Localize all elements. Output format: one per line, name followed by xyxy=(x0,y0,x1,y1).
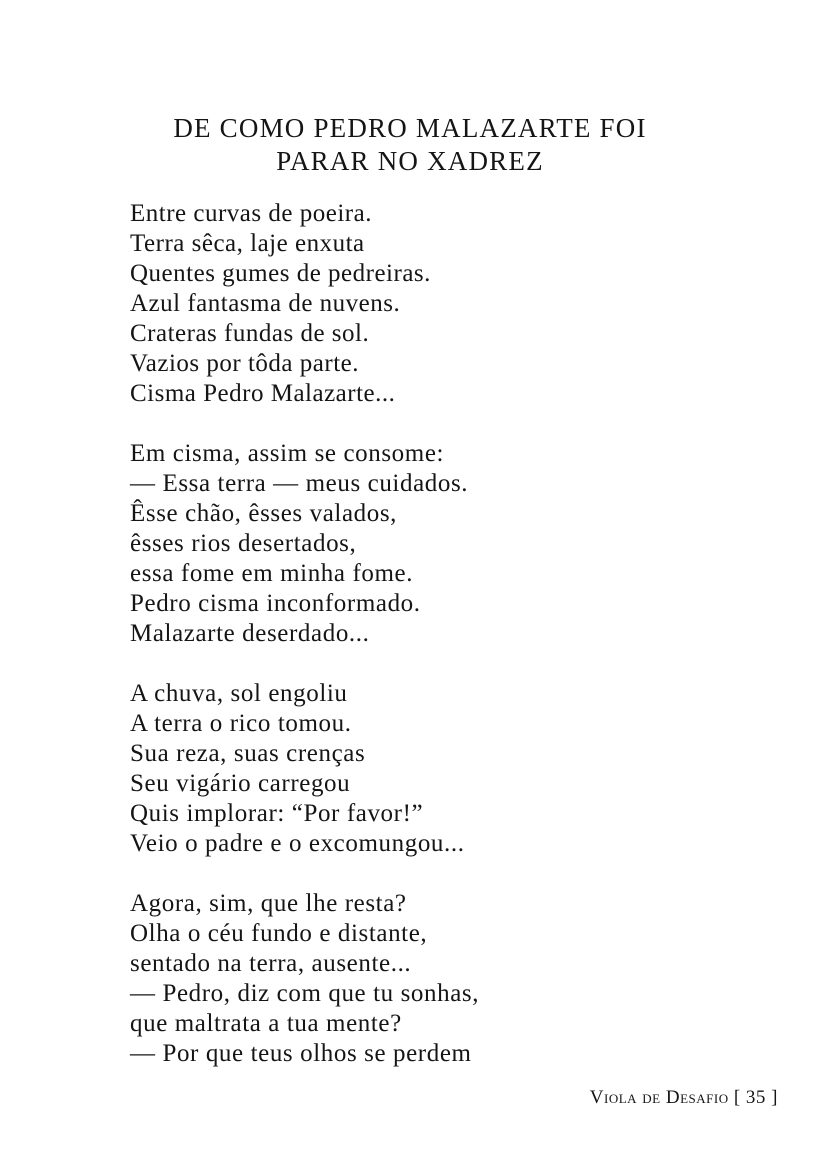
poem-title-line-2: PARAR NO XADREZ xyxy=(276,146,544,176)
verse-line: Malazarte deserdado... xyxy=(130,620,370,647)
poem-title-line-1: DE COMO PEDRO MALAZARTE FOI xyxy=(173,113,647,143)
stanza-3 xyxy=(130,679,750,859)
page-footer xyxy=(590,1086,778,1110)
verse-line: Azul fantasma de nuvens. xyxy=(130,290,401,317)
running-book-title: Viola de Desafio xyxy=(589,1087,729,1108)
stanza-1 xyxy=(130,199,750,409)
verse-line: Olha o céu fundo e distante, xyxy=(130,920,428,947)
verse-line: Seu vigário carregou xyxy=(130,770,351,797)
verse-line: A chuva, sol engoliu xyxy=(130,680,348,707)
poem-body xyxy=(130,199,750,1099)
verse-line: que maltrata a tua mente? xyxy=(130,1010,402,1037)
verse-line: Pedro cisma inconformado. xyxy=(130,590,421,617)
verse-line: Êsse chão, êsses valados, xyxy=(130,500,398,527)
verse-line: Crateras fundas de sol. xyxy=(130,320,370,347)
verse-line: Entre curvas de poeira. xyxy=(130,200,372,227)
verse-line: Terra sêca, laje enxuta xyxy=(130,230,365,257)
poem-title xyxy=(100,112,720,178)
verse-line: Veio o padre e o excomungou... xyxy=(130,830,465,857)
stanza-4 xyxy=(130,889,750,1069)
verse-line: A terra o rico tomou. xyxy=(130,710,352,737)
verse-line: Em cisma, assim se consome: xyxy=(130,440,445,467)
verse-line: essa fome em minha fome. xyxy=(130,560,414,587)
verse-line: — Essa terra — meus cuidados. xyxy=(130,470,469,497)
verse-line: Quis implorar: “Por favor!” xyxy=(130,800,424,827)
verse-line: sentado na terra, ausente... xyxy=(130,950,412,977)
verse-line: — Pedro, diz com que tu sonhas, xyxy=(130,980,480,1007)
verse-line: Cisma Pedro Malazarte... xyxy=(130,380,396,407)
stanza-2 xyxy=(130,439,750,649)
page-number: [ 35 ] xyxy=(733,1087,778,1108)
verse-line: — Por que teus olhos se perdem xyxy=(130,1040,472,1067)
verse-line: Agora, sim, que lhe resta? xyxy=(130,890,407,917)
verse-line: Sua reza, suas crenças xyxy=(130,740,366,767)
verse-line: êsses rios desertados, xyxy=(130,530,357,557)
verse-line: Quentes gumes de pedreiras. xyxy=(130,260,431,287)
verse-line: Vazios por tôda parte. xyxy=(130,350,359,377)
